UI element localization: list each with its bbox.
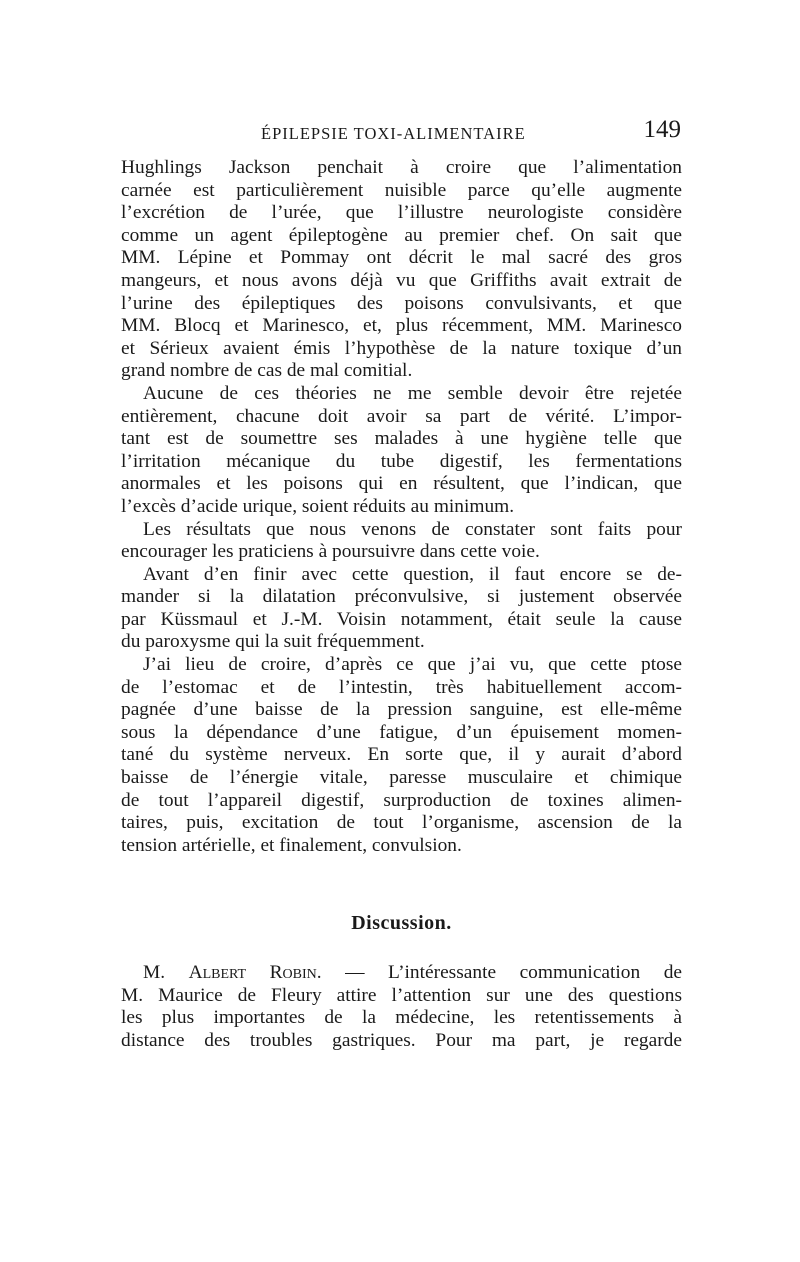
text-line: M. Maurice de Fleury attire l’attention sur une des questions <box>121 984 682 1006</box>
text-line: l’excrétion de l’urée, que l’illustre neurologiste considère <box>121 202 682 224</box>
text-line: pagnée d’une baisse de la pression sanguine, est elle-même <box>121 699 682 721</box>
text-line: encourager les praticiens à poursuivre dans cette voie. <box>121 541 540 563</box>
running-title: ÉPILEPSIE TOXI-ALIMENTAIRE <box>261 124 526 143</box>
text-line: baisse de l’énergie vitale, paresse musculaire et chimique <box>121 767 682 789</box>
text-line: J’ai lieu de croire, d’après ce que j’ai vu, que cette ptose <box>143 654 682 676</box>
text-line: et Sérieux avaient émis l’hypothèse de la nature toxique d’un <box>121 337 682 359</box>
text-line: grand nombre de cas de mal comitial. <box>121 360 413 382</box>
text-line: MM. Blocq et Marinesco, et, plus récemment, MM. Marinesco <box>121 315 682 337</box>
text-line: Aucune de ces théories ne me semble devoir être rejetée <box>143 382 682 404</box>
speaker-name: Albert Robin <box>188 962 317 983</box>
discussion-lines <box>121 985 682 1053</box>
text-line: tané du système nerveux. En sorte que, il y aurait d’abord <box>121 744 682 766</box>
speaker-prefix: M. <box>143 962 189 983</box>
text-line: les plus importantes de la médecine, les retentissements à <box>121 1007 682 1029</box>
text-line: l’urine des épileptiques des poisons convulsivants, et que <box>121 292 682 314</box>
page-number: 149 <box>643 116 681 143</box>
discussion-text <box>121 962 682 1052</box>
text-line: mander si la dilatation préconvulsive, si justement observée <box>121 586 682 608</box>
discussion-first-line <box>121 962 682 985</box>
text-line: de tout l’appareil digestif, surproduction de toxines alimen- <box>121 789 682 811</box>
text-line: l’excès d’acide urique, soient réduits au minimum. <box>121 495 515 517</box>
text-line: distance des troubles gastriques. Pour ma part, je regarde <box>121 1029 682 1051</box>
text-line: Hughlings Jackson penchait à croire que l’alimentation <box>121 157 682 178</box>
body-text <box>121 157 682 857</box>
text-line: Avant d’en finir avec cette question, il faut encore se de- <box>143 563 682 585</box>
text-line: du paroxysme qui la suit fréquemment. <box>121 631 425 653</box>
speaker-suffix: . — L’intéressante communication de <box>316 962 682 983</box>
text-line: mangeurs, et nous avons déjà vu que Griffiths avait extrait de <box>121 269 682 291</box>
text-line: taires, puis, excitation de tout l’organisme, ascension de la <box>121 812 682 834</box>
text-line: sous la dépendance d’une fatigue, d’un épuisement momen- <box>121 721 682 743</box>
text-line: tant est de soumettre ses malades à une hygiène telle que <box>121 428 682 450</box>
text-line: tension artérielle, et finalement, convulsion. <box>121 834 462 856</box>
text-line: Les résultats que nous venons de constater sont faits pour <box>143 518 682 540</box>
text-line: entièrement, chacune doit avoir sa part de vérité. L’impor- <box>121 405 682 427</box>
text-line: comme un agent épileptogène au premier chef. On sait que <box>121 224 682 246</box>
text-line: carnée est particulièrement nuisible parce qu’elle augmente <box>121 179 682 201</box>
text-line: par Küssmaul et J.-M. Voisin notamment, était seule la cause <box>121 608 682 630</box>
running-head <box>121 116 681 150</box>
text-line: de l’estomac et de l’intestin, très habituellement accom- <box>121 676 682 698</box>
text-line: l’irritation mécanique du tube digestif, les fermentations <box>121 450 682 472</box>
text-line: MM. Lépine et Pommay ont décrit le mal sacré des gros <box>121 247 682 269</box>
text-line: anormales et les poisons qui en résultent, que l’indican, que <box>121 473 682 495</box>
section-heading: Discussion. <box>351 912 452 934</box>
